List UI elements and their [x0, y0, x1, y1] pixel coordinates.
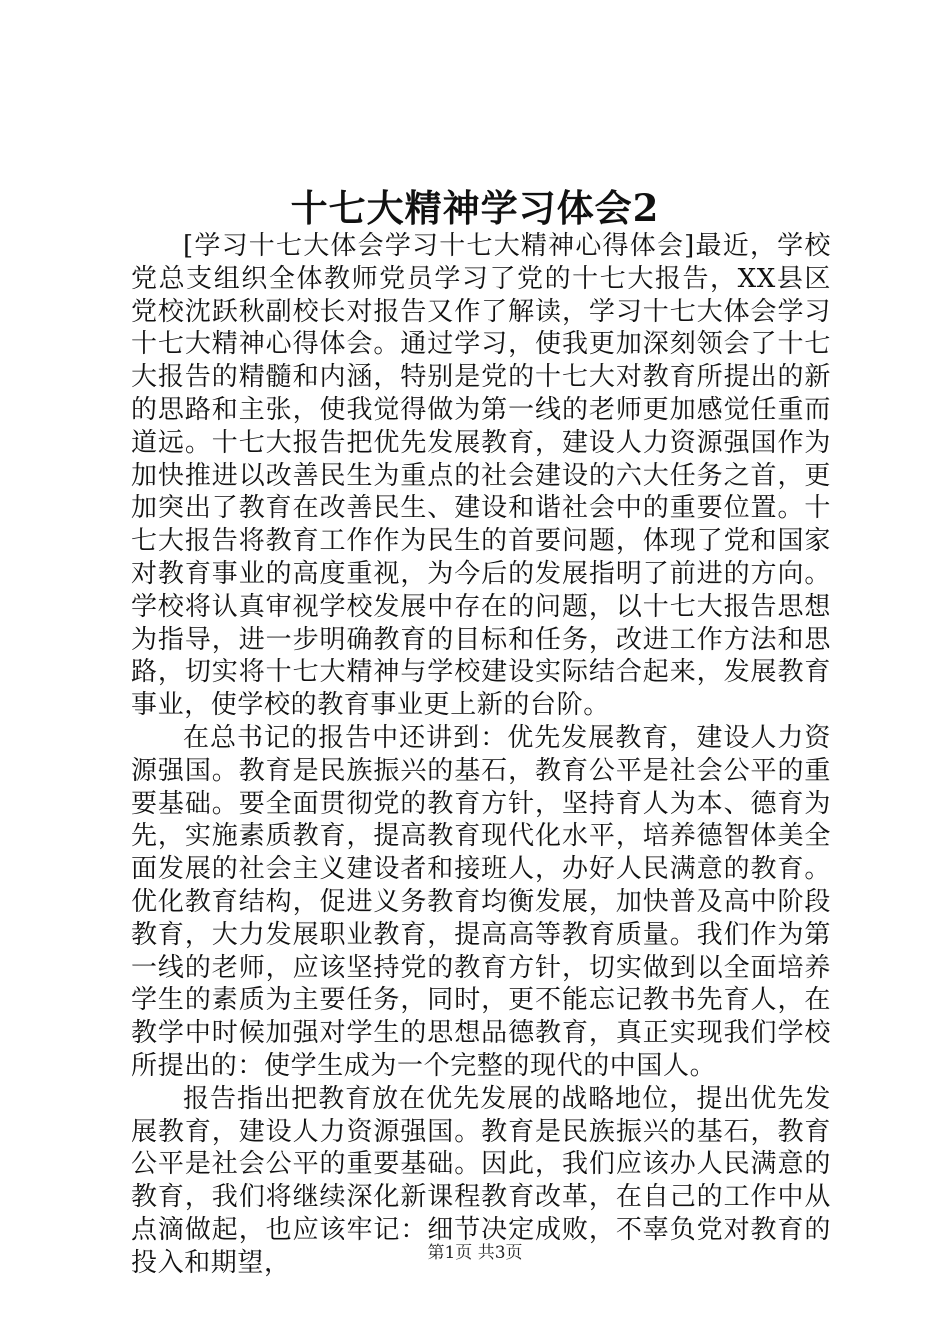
- document-title: 十七大精神学习体会2: [290, 186, 660, 230]
- paragraph-2: 在总书记的报告中还讲到：优先发展教育，建设人力资源强国。教育是民族振兴的基石，教育公平是社会公平的重要基础。要全面贯彻党的教育方针，坚持育人为本、德育为先，实施素质教育，提高教育现代化水平，培养德智体美全面发展的社会主义建设者和接班人，办好人民满意的教育。优化教育结构，促进义务教育均衡发展，加快普及高中阶段教育，大力发展职业教育，提高高等教育质量。我们作为第一线的老师，应该坚持党的教育方针，切实做到以全面培养学生的素质为主要任务，同时，更不能忘记教书先育人，在教学中时候加强对学生的思想品德教育，真正实现我们学校所提出的：使学生成为一个完整的现代的中国人。: [131, 722, 831, 1081]
- page-number-footer: 第1页 共3页: [427, 1243, 523, 1263]
- document-body: [131, 230, 831, 1280]
- paragraph-3: 报告指出把教育放在优先发展的战略地位，提出优先发展教育，建设人力资源强国。教育是民族振兴的基石，教育公平是社会公平的重要基础。因此，我们应该办人民满意的教育，我们将继续深化新课程教育改革，在自己的工作中从点滴做起，也应该牢记：细节决定成败，不辜负党对教育的投入和期望，: [131, 1083, 831, 1278]
- paragraph-1: [学习十七大体会学习十七大精神心得体会]最近，学校党总支组织全体教师党员学习了党的十七大报告，XX县区党校沈跃秋副校长对报告又作了解读，学习十七大体会学习十七大精神心得体会。通过学习，使我更加深刻领会了十七大报告的精髓和内涵，特别是党的十七大对教育所提出的新的思路和主张，使我觉得做为第一线的老师更加感觉任重而道远。十七大报告把优先发展教育，建设人力资源强国作为加快推进以改善民生为重点的社会建设的六大任务之首，更加突出了教育在改善民生、建设和谐社会中的重要位置。十七大报告将教育工作作为民生的首要问题，体现了党和国家对教育事业的高度重视，为今后的发展指明了前进的方向。学校将认真审视学校发展中存在的问题，以十七大报告思想为指导，进一步明确教育的目标和任务，改进工作方法和思路，切实将十七大精神与学校建设实际结合起来，发展教育事业，使学校的教育事业更上新的台阶。: [131, 231, 831, 721]
